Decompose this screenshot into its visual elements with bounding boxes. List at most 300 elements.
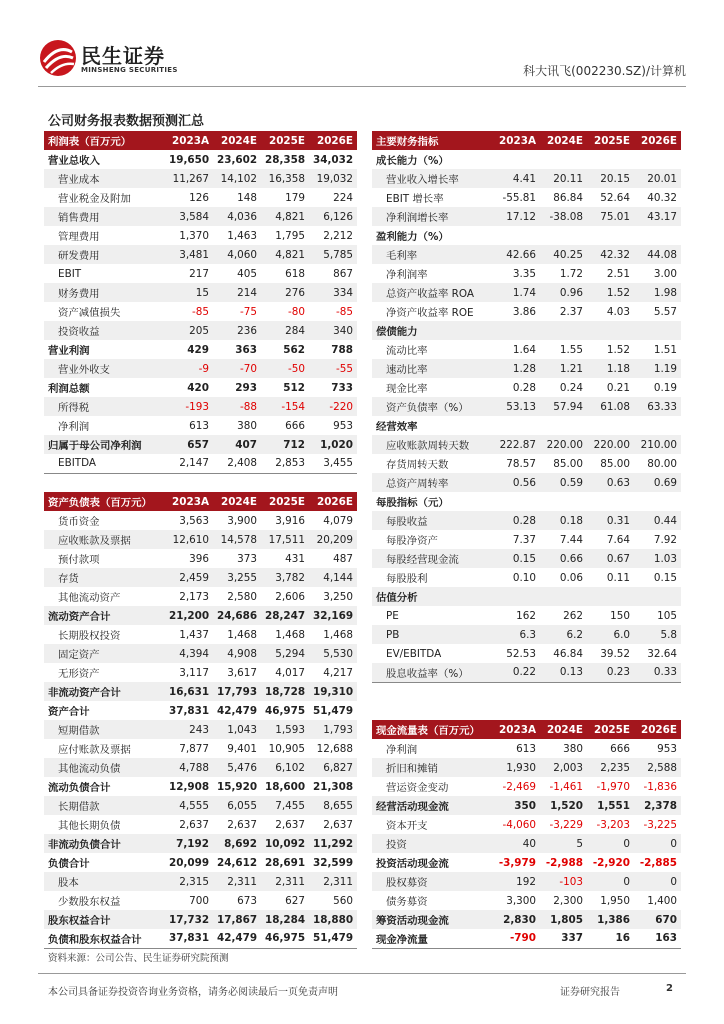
row-label: 经营效率 [376,421,418,433]
cell-value: -2,920 [592,856,630,869]
row-label: 每股指标（元） [376,497,449,509]
table-row [44,663,357,682]
cell-value: -85 [192,305,209,318]
cell-value: 80.00 [647,457,677,470]
cell-value: 627 [285,894,305,907]
cell-value: 75.01 [587,207,634,226]
cell-value: 429 [187,343,209,356]
table-row [372,492,681,511]
cell-value: 3,117 [179,666,209,679]
cell-value: 17,732 [165,910,213,929]
cell-value: 0 [634,834,681,853]
row-label: 经营活动现金流 [372,796,493,815]
row-label: 现金比率 [386,383,428,395]
cell-value: 4,555 [165,796,213,815]
cell-value: 3,916 [275,514,305,527]
row-label: 速动比率 [372,359,493,378]
logo-mark-icon [38,38,78,78]
cell-value: 5,476 [213,758,261,777]
cell-value: 18,728 [261,682,309,701]
column-header: 2023A [493,131,540,150]
cell-value: 396 [189,552,209,565]
cell-value: 236 [213,321,261,340]
cell-value: 733 [331,381,353,394]
balance-sheet-table [44,492,357,949]
footer-report-type: 证券研究报告 [560,987,620,998]
cell-value [540,150,587,169]
cell-value: 39.52 [600,647,630,660]
cell-value: 21,200 [165,606,213,625]
row-label: 其他流动资产 [58,592,121,604]
row-label: 研发费用 [44,245,165,264]
cell-value: -1,836 [643,780,677,793]
cell-value: 2,637 [227,818,257,831]
row-label: EV/EBITDA [386,647,442,660]
table-row [372,359,681,378]
cell-value: 32.64 [647,647,677,660]
row-label: 每股经营现金流 [372,549,493,568]
cell-value: 20.01 [634,169,681,188]
cell-value: 222.87 [493,435,540,454]
row-label: 非流动资产合计 [44,682,165,701]
table-row [44,245,357,264]
cell-value: -790 [493,929,540,948]
cell-value: 407 [213,435,261,454]
table-row [44,568,357,587]
row-label: 折旧和摊销 [372,758,493,777]
row-label: 投资活动现金流 [376,858,449,870]
table-row [44,758,357,777]
cell-value: 2,311 [261,872,309,891]
row-label: 总资产周转率 [372,473,493,492]
cell-value [634,321,681,340]
table-row [44,530,357,549]
cell-value: 431 [285,552,305,565]
cell-value: 363 [235,343,257,356]
row-label: 少数股东权益 [58,896,121,908]
cell-value: 2,235 [587,758,634,777]
row-label: 流动资产合计 [44,606,165,625]
column-header: 2023A [165,492,213,511]
row-label: EBIT 增长率 [386,193,444,205]
row-label: 负债和股东权益合计 [44,929,165,948]
cell-value: 4,821 [261,245,309,264]
cell-value [587,416,634,435]
cell-value: 0.69 [634,473,681,492]
row-label: 每股股利 [386,573,428,585]
cell-value: 666 [285,419,305,432]
cell-value: 1.64 [512,343,536,356]
cell-value: 52.53 [506,647,536,660]
cell-value: 8,655 [309,796,357,815]
cell-value: 373 [237,552,257,565]
cell-value: 6.2 [540,625,587,644]
cell-value: 4,017 [275,666,305,679]
cell-value: 0 [634,872,681,891]
column-header: 2024E [540,720,587,739]
cell-value [493,416,540,435]
cell-value: 148 [237,191,257,204]
cell-value: 162 [516,609,536,622]
cell-value: 0.59 [540,473,587,492]
row-label: 利润总额 [48,383,90,395]
cell-value: 2,637 [179,818,209,831]
cell-value: -3,229 [549,818,583,831]
table-row [372,625,681,644]
cell-value: 1,468 [323,628,353,641]
row-label: 无形资产 [58,668,100,680]
cell-value: 105 [657,609,677,622]
cell-value: 42.66 [493,245,540,264]
cell-value: 2,606 [275,590,305,603]
cell-value: 5.57 [653,305,677,318]
cell-value: 0.33 [634,663,681,682]
cell-value [587,492,634,511]
table-title: 主要财务指标 [372,131,493,150]
cell-value: 61.08 [587,397,634,416]
table-row [44,606,357,625]
cell-value: 18,880 [309,910,357,929]
column-header: 2023A [493,720,540,739]
cell-value: 788 [331,343,353,356]
table-row [372,910,681,929]
cell-value: 512 [283,381,305,394]
cell-value: 37,831 [165,929,213,948]
cell-value: -55 [309,359,357,378]
table-row [372,226,681,245]
table-row [372,929,681,948]
row-label: EBITDA [44,454,165,473]
row-label: 总资产收益率 ROA [372,283,493,302]
cell-value: 1,400 [647,894,677,907]
cell-value: 3,481 [165,245,213,264]
cell-value: 1,463 [227,229,257,242]
row-label: 其他流动负债 [44,758,165,777]
column-header: 2024E [213,131,261,150]
cell-value: 700 [189,894,209,907]
table-row [372,264,681,283]
row-label: 流动比率 [386,345,428,357]
cell-value: 0.10 [512,571,536,584]
cell-value: 1.72 [559,267,583,280]
row-label: 资产合计 [48,706,90,718]
cell-value: 34,032 [313,153,354,166]
cell-value: -75 [240,305,257,318]
column-header: 2024E [213,492,261,511]
cell-value: 28,691 [265,856,306,869]
cell-value: 28,358 [265,153,306,166]
cell-value: 2,300 [553,894,583,907]
cell-value: -193 [165,397,213,416]
cell-value: 0.13 [540,663,587,682]
table-row [44,777,357,796]
row-label: 长期借款 [44,796,165,815]
cell-value: 2,311 [213,872,261,891]
data-source-note: 资料来源：公司公告、民生证券研究院预测 [48,953,229,964]
cell-value: 2,459 [165,568,213,587]
cell-value: 0.22 [493,663,540,682]
page-header [38,36,686,84]
row-label: 预付款项 [58,554,100,566]
header-divider [38,86,686,87]
cell-value: 51,479 [313,704,354,717]
document-label: 科大讯飞(002230.SZ)/计算机 [523,64,686,78]
row-label: 毛利率 [372,245,493,264]
cell-value [540,226,587,245]
cell-value: -50 [261,359,309,378]
cell-value: 18,600 [265,780,306,793]
table-row [372,207,681,226]
table-row [372,891,681,910]
column-header: 2026E [634,131,681,150]
cell-value: 16,358 [261,169,309,188]
cell-value: 1,043 [213,720,261,739]
table-row [44,150,357,169]
cell-value: 0.44 [634,511,681,530]
row-label: 资产负债率（%） [372,397,493,416]
row-label: 营业税金及附加 [58,193,131,205]
cell-value [540,416,587,435]
table-row [372,378,681,397]
cell-value: 1.98 [634,283,681,302]
cell-value: 42.32 [587,245,634,264]
cell-value: 1,386 [587,910,634,929]
table-row [372,397,681,416]
cell-value: 4,394 [165,644,213,663]
cell-value [587,321,634,340]
row-label: 每股净资产 [386,535,438,547]
cell-value: 51,479 [309,929,357,948]
row-label: 应收账款周转天数 [372,435,493,454]
table-row [44,340,357,359]
cell-value: 16,631 [165,682,213,701]
cell-value: 3,300 [506,894,536,907]
table-row [372,872,681,891]
cell-value: 20,099 [169,856,210,869]
cell-value: 24,612 [217,856,258,869]
cell-value: 1,020 [309,435,357,454]
cell-value [587,226,634,245]
table-row [44,435,357,454]
row-label: 所得税 [44,397,165,416]
cell-value [493,150,540,169]
logo-text-cn: 民生证券 [81,44,165,68]
table-row [44,359,357,378]
cell-value: 1.52 [606,343,630,356]
cell-value: 2.51 [606,267,630,280]
section-title: 公司财务报表数据预测汇总 [48,114,205,129]
table-row [372,739,681,758]
table-row [372,245,681,264]
cell-value: 19,650 [169,153,210,166]
cell-value: 85.00 [600,457,630,470]
cell-value: 4,079 [323,514,353,527]
cell-value: 0 [587,872,634,891]
cell-value: 262 [563,609,583,622]
table-row [372,283,681,302]
cell-value: 19,032 [309,169,357,188]
row-label: 营运资金变动 [386,782,449,794]
cell-value: 6,126 [309,207,357,226]
cell-value: 673 [237,894,257,907]
cell-value: 217 [189,267,209,280]
cell-value: 8,692 [213,834,261,853]
financial-ratios-table [372,131,681,683]
cell-value: 126 [189,191,209,204]
table-row [44,416,357,435]
row-label: 投资收益 [44,321,165,340]
column-header: 2026E [634,720,681,739]
table-row [372,606,681,625]
cell-value: 0.06 [559,571,583,584]
cell-value: 0.19 [653,381,677,394]
cell-value: 205 [165,321,213,340]
cell-value [634,226,681,245]
row-label: 筹资活动现金流 [372,910,493,929]
row-label: 净利润率 [386,269,428,281]
cell-value: 1.28 [493,359,540,378]
cell-value: 7.44 [559,533,583,546]
cell-value: 14,578 [213,530,261,549]
cell-value: 1.52 [587,283,634,302]
cell-value: 953 [657,742,677,755]
cell-value: 1,950 [600,894,630,907]
cell-value: 562 [283,343,305,356]
cell-value: 53.13 [493,397,540,416]
cell-value: -3,979 [498,856,536,869]
cell-value: 5 [540,834,587,853]
table-title: 现金流量表（百万元） [372,720,493,739]
row-label: 营业利润 [48,345,90,357]
table-row [44,511,357,530]
cell-value: 16 [587,929,634,948]
cell-value: 2,003 [540,758,587,777]
cell-value: 4,144 [309,568,357,587]
cell-value: 3,563 [179,514,209,527]
cell-value: 0.15 [653,571,677,584]
cell-value: 1,370 [179,229,209,242]
cell-value [634,416,681,435]
row-label: 财务费用 [44,283,165,302]
cell-value: 7.64 [606,533,630,546]
cell-value: 2,378 [634,796,681,815]
cell-value: 0.67 [587,549,634,568]
cell-value: 4.41 [493,169,540,188]
cell-value: 867 [333,267,353,280]
cell-value: 17,867 [213,910,261,929]
cell-value: -4,060 [502,818,536,831]
cell-value: 3.00 [653,267,677,280]
cell-value: -1,461 [549,780,583,793]
cell-value: -154 [261,397,309,416]
column-header: 2025E [261,492,309,511]
cell-value: 21,308 [313,780,354,793]
cell-value: 17.12 [493,207,540,226]
row-label: 成长能力（%） [376,155,449,167]
cell-value: 46.84 [553,647,583,660]
table-row [372,454,681,473]
cell-value [634,492,681,511]
cell-value: 0.63 [587,473,634,492]
table-row [44,625,357,644]
cell-value: 4,036 [213,207,261,226]
cell-value: 5,530 [309,644,357,663]
cell-value: 2,315 [165,872,213,891]
cell-value: -3,225 [643,818,677,831]
row-label: 负债合计 [48,858,90,870]
cell-value: 1,468 [227,628,257,641]
row-label: 净利润 [58,421,90,433]
table-row [372,587,681,606]
table-row [372,568,681,587]
table-row [372,796,681,815]
cell-value: 7.92 [653,533,677,546]
cell-value: 1,795 [275,229,305,242]
cell-value: 5.8 [634,625,681,644]
cell-value: 6,055 [213,796,261,815]
cell-value: 18,284 [261,910,309,929]
cell-value: -38.08 [540,207,587,226]
cell-value: 4,788 [165,758,213,777]
row-label: 债务募资 [386,896,428,908]
table-row [372,150,681,169]
cell-value: 192 [493,872,540,891]
table-row [372,549,681,568]
cell-value: 1.03 [634,549,681,568]
cell-value: 2,830 [493,910,540,929]
cell-value: 243 [165,720,213,739]
cell-value: 7.37 [512,533,536,546]
cell-value: 0 [587,834,634,853]
cell-value: -2,885 [639,856,677,869]
cell-value: 7,877 [179,742,209,755]
cell-value: -2,469 [502,780,536,793]
cell-value: 2,637 [323,818,353,831]
cell-value: 163 [634,929,681,948]
cell-value: 220.00 [587,435,634,454]
footer-divider [38,973,686,974]
cell-value: 3,250 [323,590,353,603]
cell-value: 1.74 [493,283,540,302]
cell-value: 2,147 [165,454,213,473]
cell-value: 1.18 [587,359,634,378]
cell-value: 10,092 [261,834,309,853]
table-row [372,815,681,834]
cell-value [540,321,587,340]
cell-value: 2,212 [323,229,353,242]
cell-value: 3,455 [309,454,357,473]
row-label: 存货 [44,568,165,587]
cell-value: -55.81 [502,191,536,204]
cell-value: 220.00 [540,435,587,454]
cell-value: 1,793 [309,720,357,739]
cell-value: 380 [237,419,257,432]
cell-value: 12,688 [316,742,353,755]
row-label: 营业成本 [44,169,165,188]
cell-value: 3,782 [261,568,309,587]
table-row [372,435,681,454]
cell-value: 2,408 [213,454,261,473]
row-label: 应付账款及票据 [58,744,131,756]
row-label: 估值分析 [372,587,493,606]
cell-value: 9,401 [227,742,257,755]
cell-value: 6,827 [309,758,357,777]
cell-value: 40 [493,834,540,853]
table-header-row [44,131,357,150]
cell-value: 0.11 [606,571,630,584]
cell-value: 20,209 [309,530,357,549]
table-row [372,644,681,663]
